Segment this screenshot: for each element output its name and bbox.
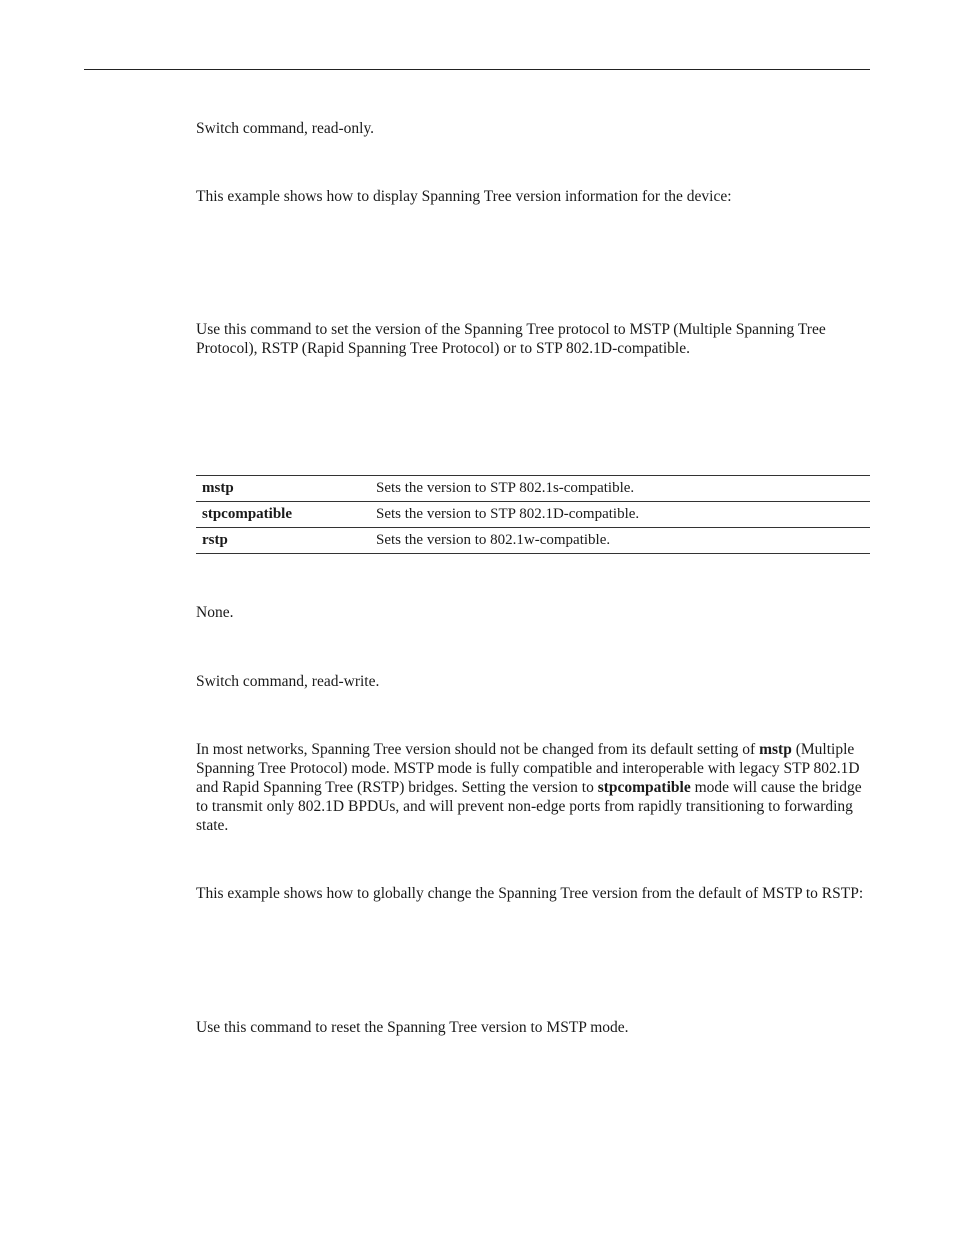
usage-text: mode will cause the bridge to transmit only 802.1D BPDUs, and will prevent non-edge ports from rapidly transitioning to forwarding state. xyxy=(196,779,862,834)
header-rule xyxy=(84,69,870,70)
parameter-table xyxy=(196,475,870,554)
example-intro-show-version: This example shows how to display Spanning Tree version information for the device: xyxy=(196,188,732,205)
table-row xyxy=(196,476,870,502)
parameter-name: stpcompatible xyxy=(196,502,370,528)
usage-paragraph xyxy=(196,740,870,835)
defaults-text: None. xyxy=(196,604,234,621)
parameter-description: Sets the version to STP 802.1D-compatible. xyxy=(370,502,870,528)
table-row xyxy=(196,528,870,554)
mode-text-read-write: Switch command, read-write. xyxy=(196,673,380,690)
usage-keyword-mstp: mstp xyxy=(759,741,792,758)
parameter-description: Sets the version to 802.1w-compatible. xyxy=(370,528,870,554)
usage-text: (Multiple Spanning Tree Protocol) mode. MSTP mode is fully compatible and interoperable with legacy STP 802.1D and Rapid Spanning Tree (RSTP) bridges. Setting the version to xyxy=(196,741,860,796)
usage-text: In most networks, Spanning Tree version should not be changed from its default setting of xyxy=(196,741,760,758)
reset-version-description: Use this command to reset the Spanning Tree version to MSTP mode. xyxy=(196,1019,629,1036)
parameter-description: Sets the version to STP 802.1s-compatible. xyxy=(370,476,870,502)
parameter-name: rstp xyxy=(196,528,370,554)
example-intro-set-rstp: This example shows how to globally change the Spanning Tree version from the default of MSTP to RSTP: xyxy=(196,885,864,902)
table-row xyxy=(196,502,870,528)
usage-keyword-stpcompatible: stpcompatible xyxy=(597,779,691,796)
set-version-description: Use this command to set the version of the Spanning Tree protocol to MSTP (Multiple Spanning Tree Protocol), RSTP (Rapid Spanning Tree Protocol) or to STP 802.1D-compatible. xyxy=(196,321,826,357)
mode-text-read-only: Switch command, read-only. xyxy=(196,120,375,137)
parameter-name: mstp xyxy=(196,476,370,502)
